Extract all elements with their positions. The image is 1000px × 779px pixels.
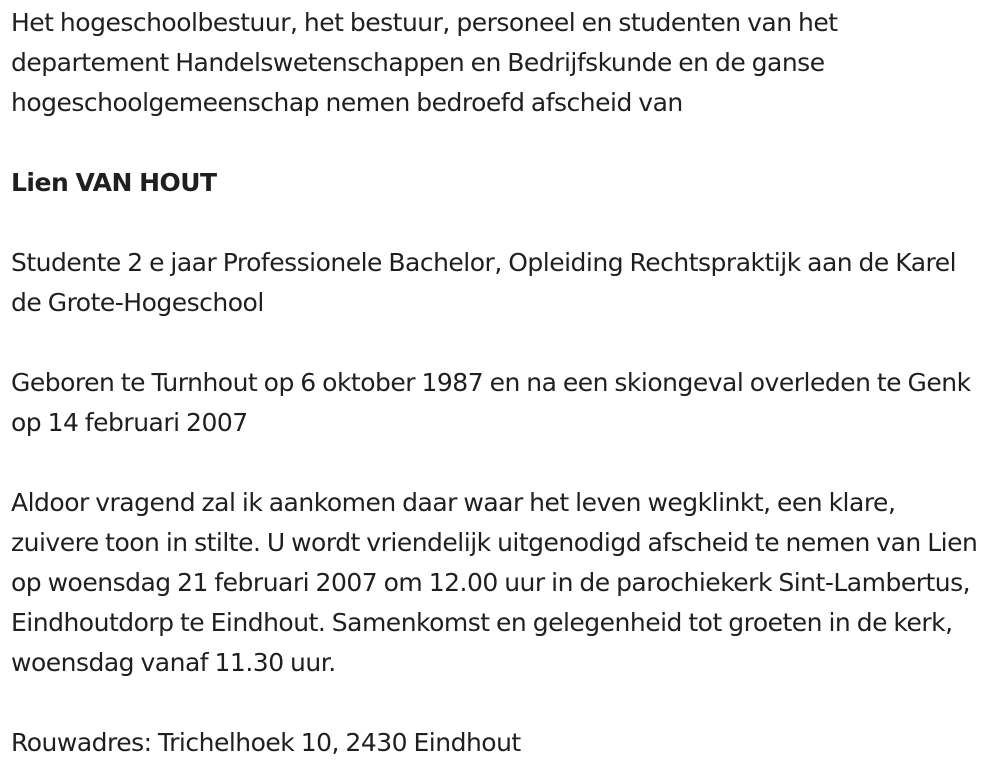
spacer bbox=[11, 203, 988, 243]
birth-death-paragraph: Geboren te Turnhout op 6 oktober 1987 en na een skiongeval overleden te Genk op 14 februari 2007 bbox=[11, 368, 971, 437]
spacer bbox=[11, 683, 988, 723]
role-paragraph: Studente 2 e jaar Professionele Bachelor, Opleiding Rechtspraktijk aan de Karel de Grote-Hogeschool bbox=[11, 248, 957, 317]
deceased-name: Lien VAN HOUT bbox=[11, 168, 217, 197]
spacer bbox=[11, 123, 988, 163]
address-paragraph: Rouwadres: Trichelhoek 10, 2430 Eindhout bbox=[11, 728, 521, 757]
spacer bbox=[11, 323, 988, 363]
spacer bbox=[11, 443, 988, 483]
ceremony-paragraph: Aldoor vragend zal ik aankomen daar waar het leven wegklinkt, een klare, zuivere toon in stilte. U wordt vriendelijk uitgenodigd afscheid te nemen van Lien op woensdag 21 februari 2007 om 12.00 uur in de parochiekerk Sint-Lambertus, Eindhoutdorp te Eindhout. Samenkomst en gelegenheid tot groeten in de kerk, woensdag vanaf 11.30 uur. bbox=[11, 488, 978, 677]
intro-paragraph: Het hogeschoolbestuur, het bestuur, personeel en studenten van het departement Handelswetenschappen en Bedrijfskunde en de ganse hogeschoolgemeenschap nemen bedroefd afscheid van bbox=[11, 8, 838, 117]
